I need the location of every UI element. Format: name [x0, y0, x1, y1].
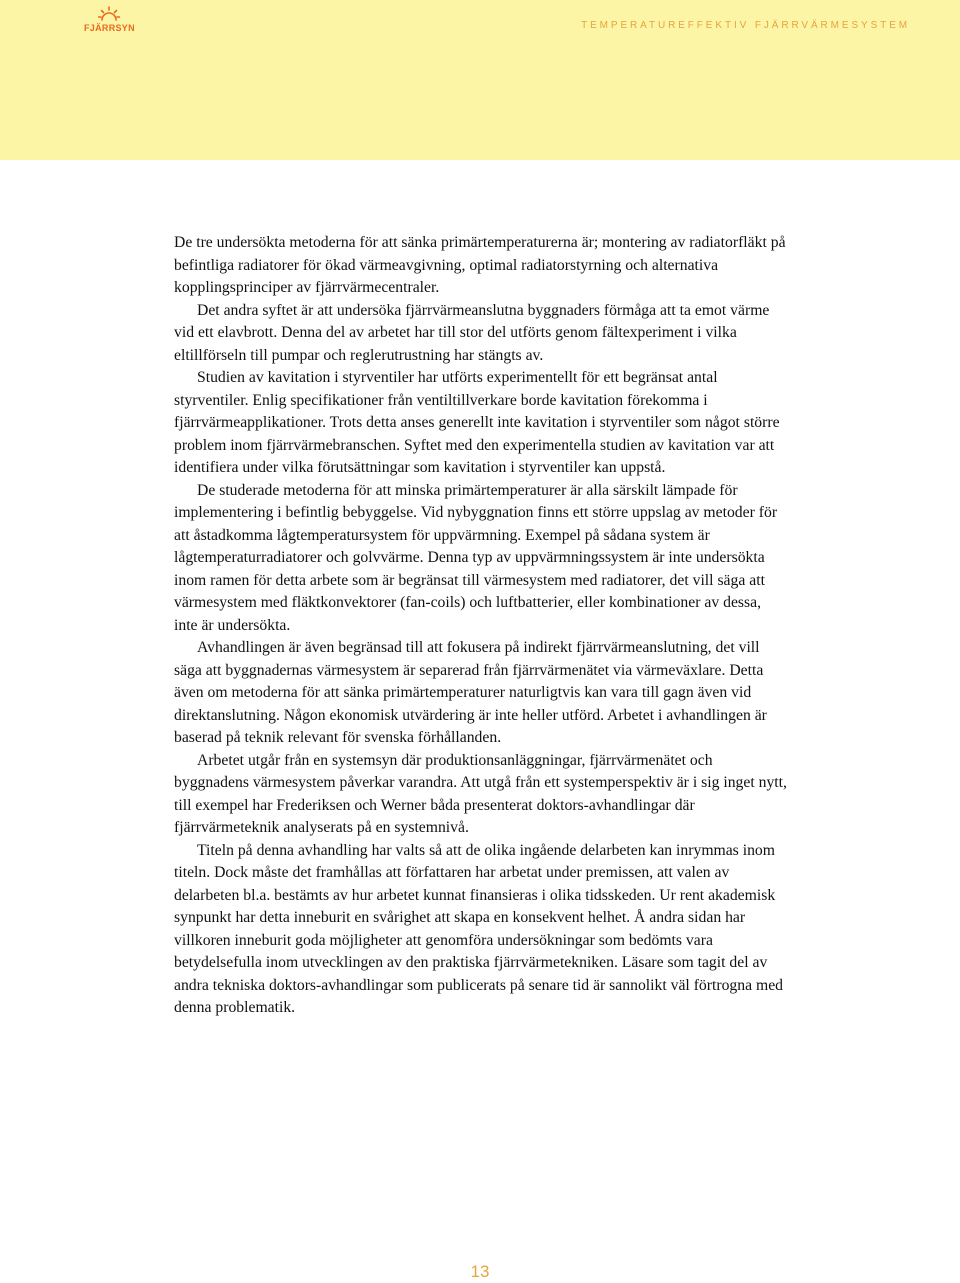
paragraph: Det andra syftet är att undersöka fjärrvärmeanslutna byggnaders förmåga att ta emot värme vid ett elavbrott. Denna del av arbetet har till stor del utförts genom fältexperiment i vilka eltillförseln till pumpar och reglerutrustning har stängts av.: [174, 301, 770, 364]
running-title: TEMPERATUREFFEKTIV FJÄRRVÄRMESYSTEM: [581, 20, 910, 31]
paragraph: Titeln på denna avhandling har valts så att de olika ingående delarbeten kan inrymmas inom titeln. Dock måste det framhållas att författaren har arbetat under premissen, att valen av delarbeten bl.a. bestämts av hur arbetet kunnat finansieras i olika tidsskeden. Ur rent akademisk synpunkt har detta inneburit en svårighet att skapa en konsekvent helhet. Å andra sidan har villkoren inneburit goda möjligheter att genomföra undersökningar som bedömts vara betydelsefulla inom utvecklingen av den praktiska fjärrvärmetekniken. Läsare som tagit del av andra tekniska doktors-avhandlingar som publicerats på senare tid är sannolikt väl förtrogna med denna problematik.: [174, 841, 784, 1016]
paragraph: De tre undersökta metoderna för att sänka primärtemperaturerna är; montering av radiatorfläkt på befintliga radiatorer för ökad värmeavgivning, optimal radiatorstyrning och alternativa kopplingsprinciper av fjärrvärmecentraler.: [174, 234, 786, 296]
paragraph: Arbetet utgår från en systemsyn där produktionsanläggningar, fjärrvärmenätet och byggnadens värmesystem påverkar varandra. Att utgå från ett systemperspektiv är i sig inget nytt, till exempel har Frederiksen och Werner båda presenterat doktors-avhandlingar där fjärrvärmeteknik analyserats på en systemnivå.: [174, 751, 787, 836]
paragraph: Studien av kavitation i styrventiler har utförts experimentellt för ett begränsat antal styrventiler. Enlig specifikationer från ventiltillverkare borde kavitation förekomma i fjärrvärmeapplikationer. Trots detta anses generellt inte kavitation i styrventiler som något större problem inom fjärrvärmebranschen. Syftet med den experimentella studien av kavitation var att identifiera under vilka förutsättningar som kavitation i styrventiler kan uppstå.: [174, 369, 780, 476]
paragraph: De studerade metoderna för att minska primärtemperaturer är alla särskilt lämpade för implementering i befintlig bebyggelse. Vid nybyggnation finns ett större uppslag av metoder för att åstadkomma lågtemperatursystem för uppvärmning. Exempel på sådana system är lågtemperaturradiatorer och golvvärme. Denna typ av uppvärmningssystem är inte undersökta inom ramen för detta arbete som är begränsat till värmesystem med radiatorer, det vill säga att värmesystem med fläktkonvektorer (fan-coils) och luftbatterier, eller kombinationer av dessa, inte är undersökta.: [174, 481, 778, 634]
logo-text: FJÄRRSYN: [84, 23, 135, 33]
paragraph: Avhandlingen är även begränsad till att fokusera på indirekt fjärrvärmeanslutning, det vill säga att byggnadernas värmesystem är separerad från fjärrvärmenätet via värmeväxlare. Detta även om metoderna för att sänka primärtemperaturer naturligtvis kan vara till gagn även vid direktanslutning. Någon ekonomisk utvärdering är inte heller utförd. Arbetet i avhandlingen är baserad på teknik relevant för svenska förhållanden.: [174, 639, 767, 746]
header-band: [0, 0, 960, 160]
fjarrsyn-logo: [84, 6, 140, 36]
sun-icon: [98, 6, 120, 22]
body-text: [174, 232, 788, 1020]
page-number: 13: [470, 1262, 490, 1281]
